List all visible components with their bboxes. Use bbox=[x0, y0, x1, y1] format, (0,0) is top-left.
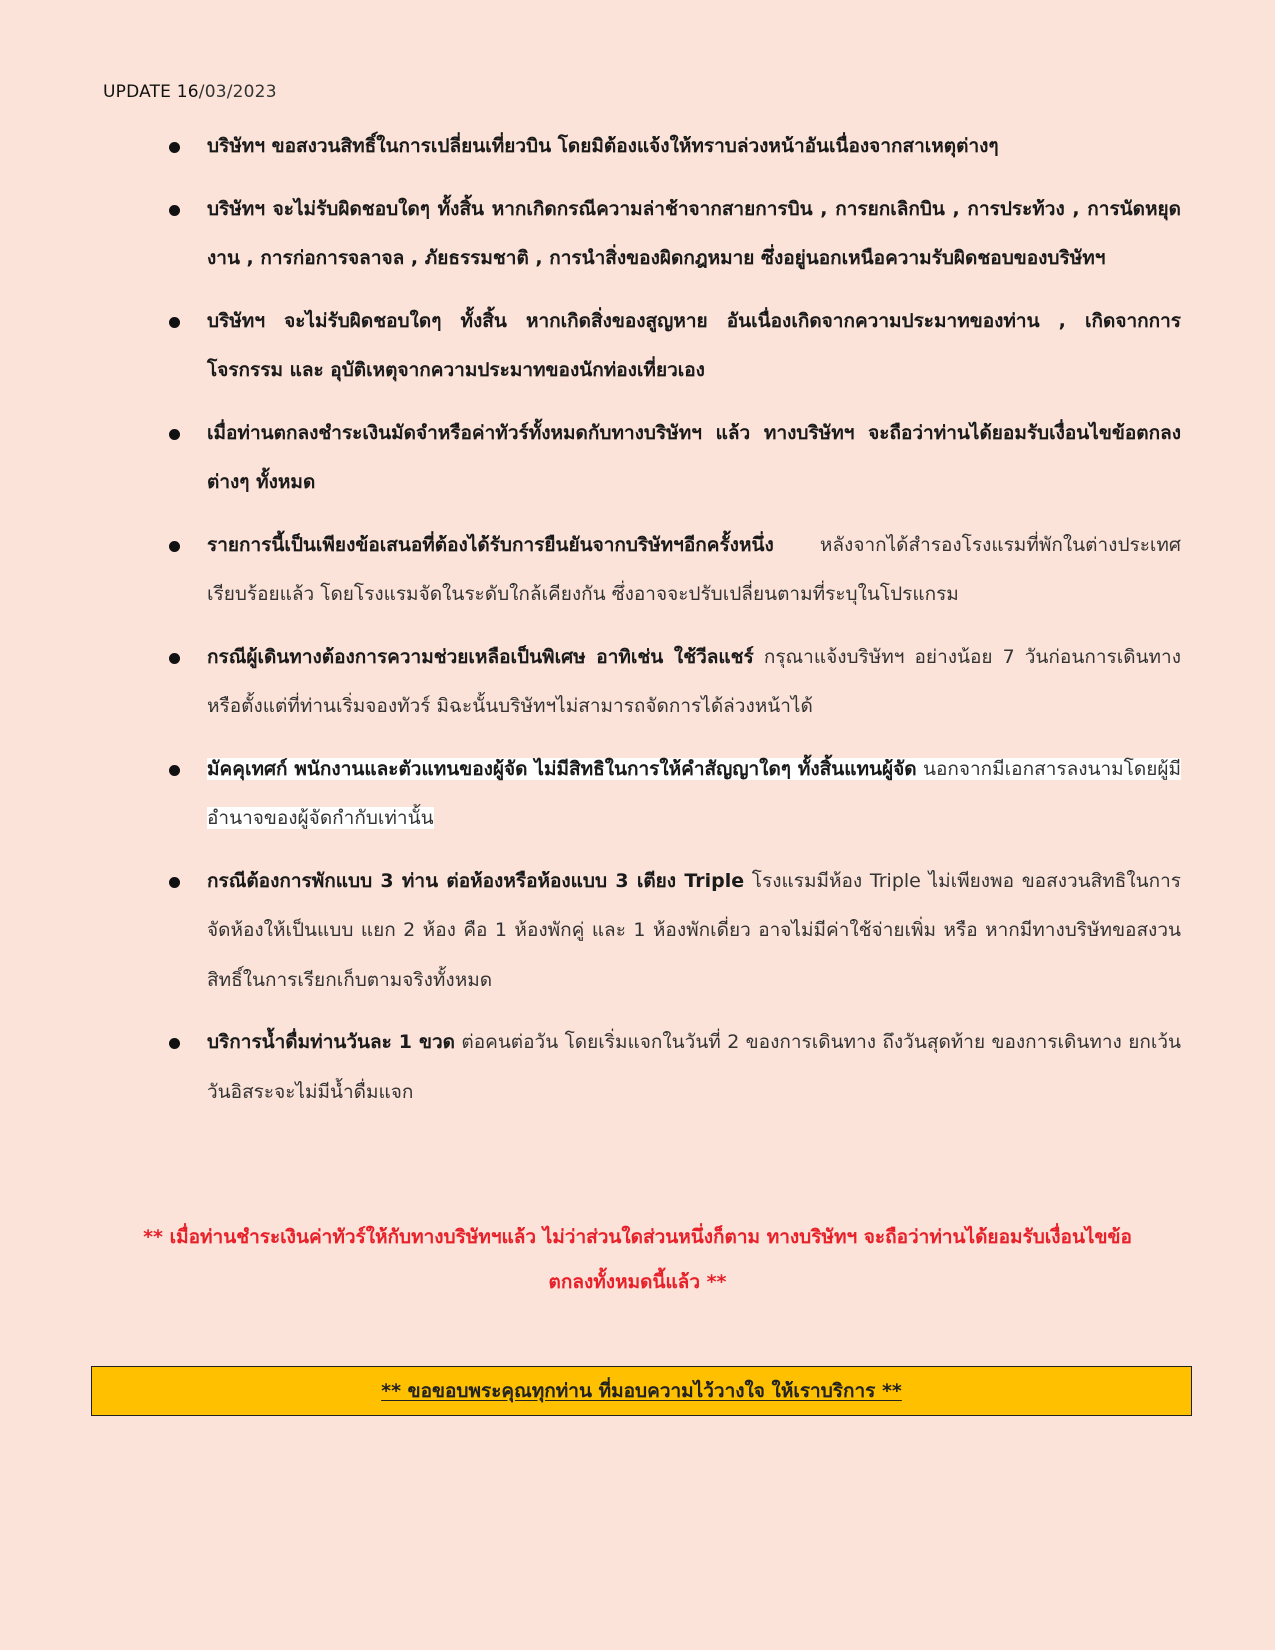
term-item-highlighted bbox=[165, 745, 1181, 844]
term-item bbox=[165, 521, 1181, 620]
bullet-icon bbox=[169, 142, 180, 153]
bullet-icon bbox=[169, 877, 180, 888]
term-bold: บริษัทฯ ขอสงวนสิทธิ์ในการเปลี่ยนเที่ยวบิน โดยมิต้องแจ้งให้ทราบล่วงหน้าอันเนื่องจากสาเหตุต่างๆ bbox=[207, 135, 999, 157]
bullet-icon bbox=[169, 317, 180, 328]
term-text: โรงแรมมีห้อง Triple ไม่เพียงพอ ขอสงวนสิทธิในการจัดห้องให้เป็นแบบ แยก 2 ห้อง คือ 1 ห้องพักคู่ และ 1 ห้องพักเดี่ยว อาจไม่มีค่าใช้จ่ายเพิ่ม หรือ หากมีทางบริษัทขอสงวนสิทธิ์ในการเรียกเก็บตามจริงทั้งหมด bbox=[207, 869, 1181, 991]
term-item bbox=[165, 185, 1181, 284]
term-bold: บริการน้ำดื่มท่านวันละ 1 ขวด bbox=[207, 1031, 455, 1053]
term-item bbox=[165, 633, 1181, 732]
bullet-icon bbox=[169, 765, 180, 776]
term-item bbox=[165, 1018, 1181, 1117]
bullet-icon bbox=[169, 653, 180, 664]
update-label: UPDATE 16 bbox=[103, 82, 199, 102]
thank-you-banner bbox=[91, 1366, 1192, 1416]
term-bold: บริษัทฯ จะไม่รับผิดชอบใดๆ ทั้งสิ้น หากเกิดกรณีความล่าช้าจากสายการบิน , การยกเลิกบิน , การประท้วง , การนัดหยุดงาน , การก่อการจลาจล , ภัยธรรมชาติ , การนำสิ่งของผิดกฎหมาย ซึ่งอยู่นอกเหนือความรับผิดชอบของบริษัทฯ bbox=[207, 197, 1181, 269]
term-item bbox=[165, 857, 1181, 1006]
term-bold: มัคคุเทศก์ พนักงานและตัวแทนของผู้จัด ไม่มีสิทธิในการให้คำสัญญาใดๆ ทั้งสิ้นแทนผู้จัด bbox=[207, 757, 917, 780]
term-item bbox=[165, 409, 1181, 508]
term-text: หลังจากได้สำรองโรงแรมที่พักในต่างประเทศเรียบร้อยแล้ว โดยโรงแรมจัดในระดับใกล้เคียงกัน ซึ่งอาจจะปรับเปลี่ยนตามที่ระบุในโปรแกรม bbox=[207, 533, 1181, 605]
update-date-value: /03/2023 bbox=[198, 82, 277, 102]
term-text: ต่อคนต่อวัน โดยเริ่มแจกในวันที่ 2 ของการเดินทาง ถึงวันสุดท้าย ของการเดินทาง ยกเว้นวันอิสระจะไม่มีน้ำดื่มแจก bbox=[207, 1031, 1181, 1103]
terms-list bbox=[165, 122, 1181, 1130]
term-text: กรุณาแจ้งบริษัทฯ อย่างน้อย 7 วันก่อนการเดินทาง หรือตั้งแต่ที่ท่านเริ่มจองทัวร์ มิฉะนั้นบริษัทฯไม่สามารถจัดการได้ล่วงหน้าได้ bbox=[207, 645, 1181, 717]
update-date bbox=[103, 82, 277, 102]
bullet-icon bbox=[169, 541, 180, 552]
term-bold: เมื่อท่านตกลงชำระเงินมัดจำหรือค่าทัวร์ทั้งหมดกับทางบริษัทฯ แล้ว ทางบริษัทฯ จะถือว่าท่านได้ยอมรับเงื่อนไขข้อตกลงต่างๆ ทั้งหมด bbox=[207, 421, 1181, 493]
term-bold: กรณีต้องการพักแบบ 3 ท่าน ต่อห้องหรือห้องแบบ 3 เตียง Triple bbox=[207, 869, 745, 892]
term-item bbox=[165, 122, 1181, 172]
bullet-icon bbox=[169, 429, 180, 440]
term-item bbox=[165, 297, 1181, 396]
term-bold: กรณีผู้เดินทางต้องการความช่วยเหลือเป็นพิเศษ อาทิเช่น ใช้วีลแชร์ bbox=[207, 645, 754, 668]
thank-you-text: ** ขอขอบพระคุณทุกท่าน ที่มอบความไว้วางใจ ให้เราบริการ ** bbox=[381, 1380, 902, 1402]
term-bold: รายการนี้เป็นเพียงข้อเสนอที่ต้องได้รับการยืนยันจากบริษัทฯอีกครั้งหนึ่ง bbox=[207, 533, 774, 556]
bullet-icon bbox=[169, 205, 180, 216]
bullet-icon bbox=[169, 1038, 180, 1049]
highlight bbox=[207, 758, 1181, 830]
payment-notice: ** เมื่อท่านชำระเงินค่าทัวร์ให้กับทางบริษัทฯแล้ว ไม่ว่าส่วนใดส่วนหนึ่งก็ตาม ทางบริษัทฯ จะถือว่าท่านได้ยอมรับเงื่อนไขข้อตกลงทั้งหมดนี้แล้ว ** bbox=[143, 1226, 1132, 1293]
term-text: นอกจากมีเอกสารลงนามโดยผู้มีอำนาจของผู้จัดกำกับเท่านั้น bbox=[207, 757, 1181, 829]
term-bold: บริษัทฯ จะไม่รับผิดชอบใดๆ ทั้งสิ้น หากเกิดสิ่งของสูญหาย อันเนื่องเกิดจากความประมาทของท่าน , เกิดจากการโจรกรรม และ อุบัติเหตุจากความประมาทของนักท่องเที่ยวเอง bbox=[207, 309, 1181, 381]
